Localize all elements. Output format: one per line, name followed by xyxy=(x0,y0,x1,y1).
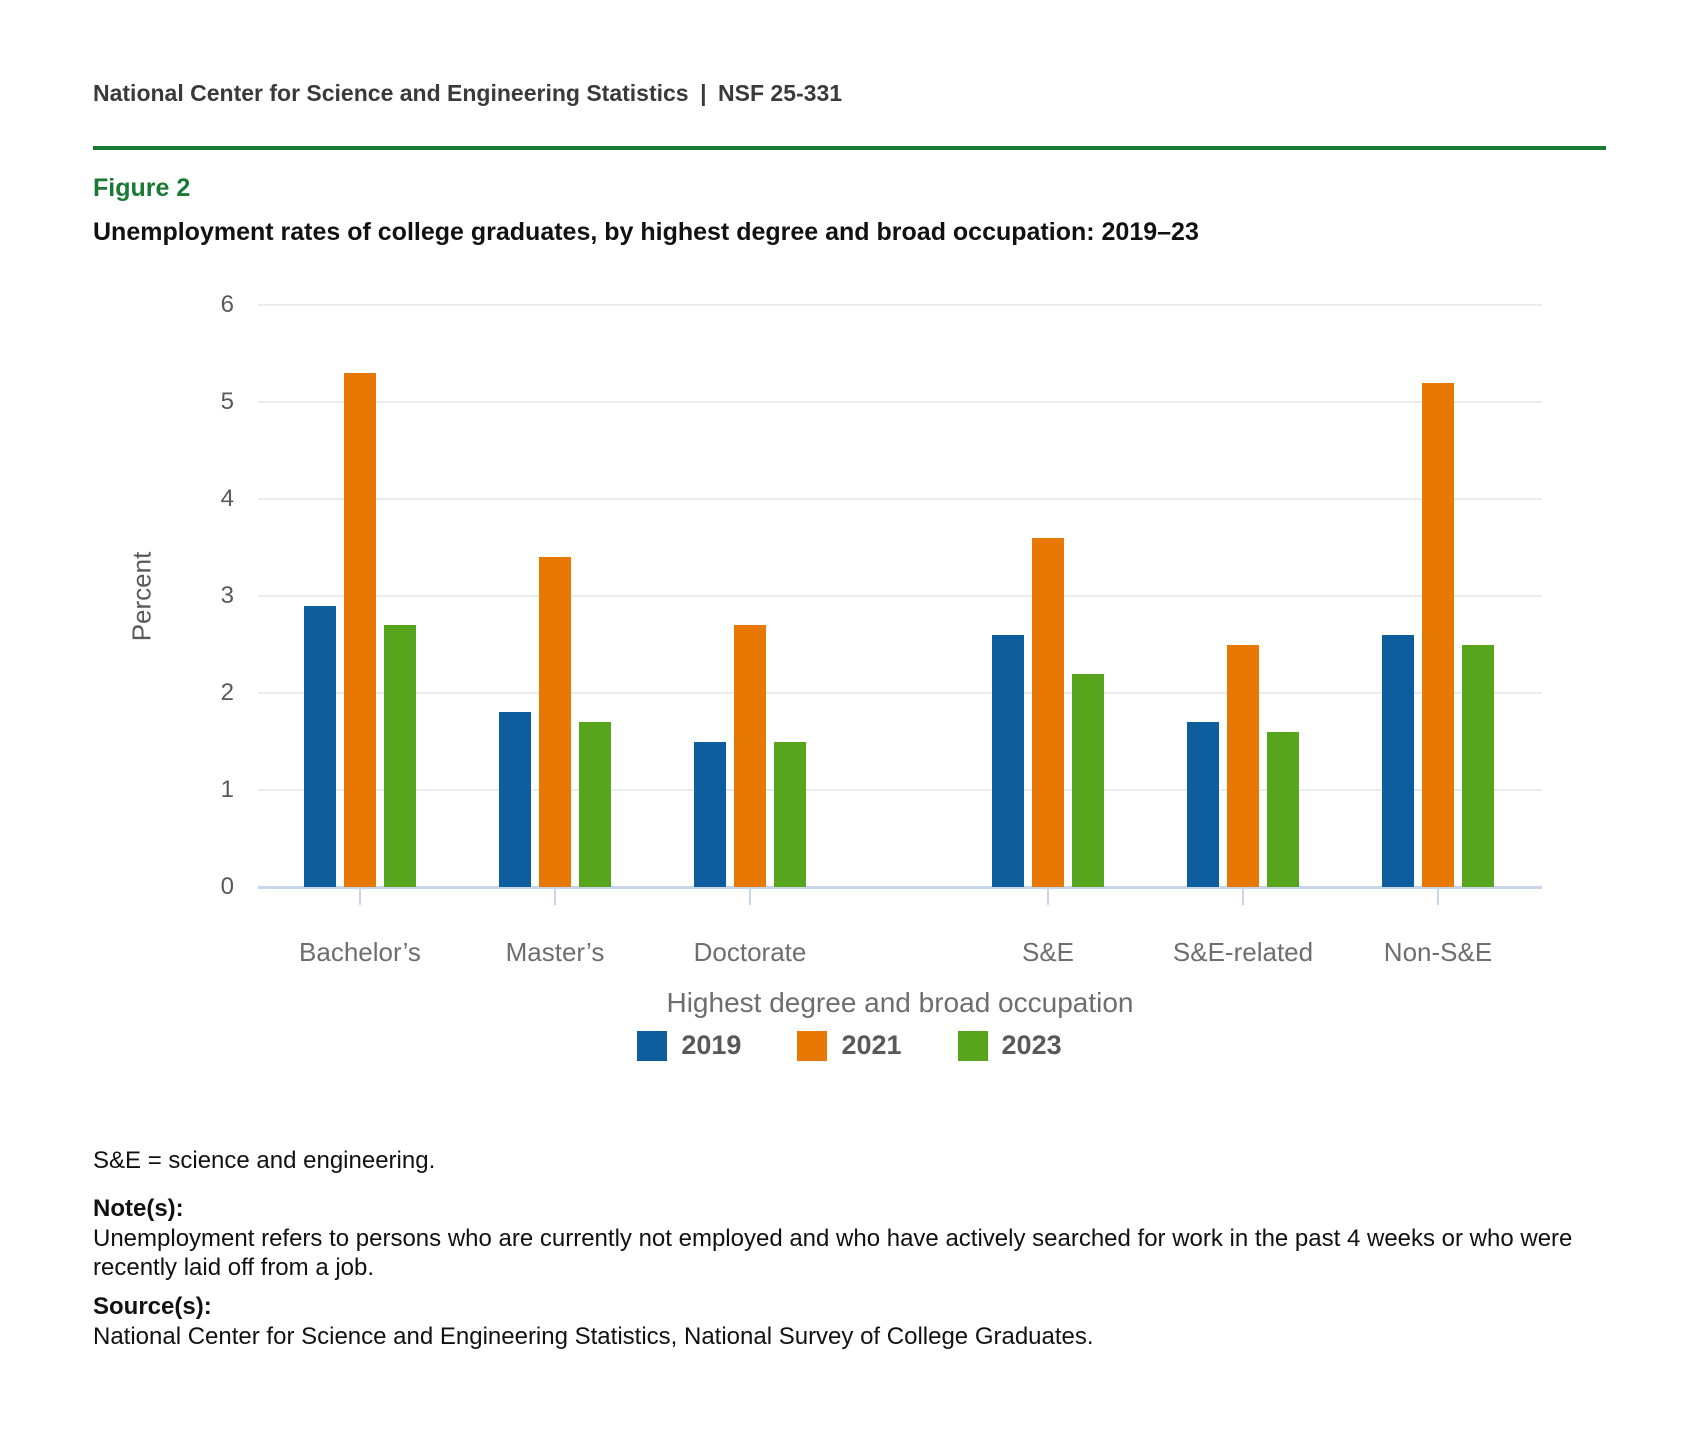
source-label: Source(s): xyxy=(93,1293,212,1320)
bar-2021-s-e-related xyxy=(1227,645,1259,888)
y-tick-label-2: 2 xyxy=(220,679,234,706)
y-tick-label-5: 5 xyxy=(220,388,234,415)
legend-item-2019[interactable] xyxy=(637,1030,741,1061)
bar-2021-s-e xyxy=(1032,538,1064,887)
x-category-label: Master’s xyxy=(505,937,605,967)
notes-label: Note(s): xyxy=(93,1195,184,1222)
y-axis-title: Percent xyxy=(126,551,157,641)
gridline-5 xyxy=(258,401,1542,403)
bar-2021-bachelor-s xyxy=(344,373,376,887)
x-axis-line xyxy=(258,886,1542,889)
legend-label-2021: 2021 xyxy=(841,1030,902,1060)
bar-2021-master-s xyxy=(539,557,571,887)
legend-item-2021[interactable] xyxy=(797,1030,901,1061)
x-tick-mark xyxy=(359,889,361,905)
x-category-label: Non-S&E xyxy=(1383,937,1493,967)
gridline-6 xyxy=(258,304,1542,306)
legend-item-2023[interactable] xyxy=(958,1030,1062,1061)
x-tick-mark xyxy=(554,889,556,905)
legend-label-2023: 2023 xyxy=(1001,1030,1062,1060)
bar-2023-doctorate xyxy=(774,742,806,888)
legend-swatch-2023 xyxy=(958,1031,988,1061)
figure-title: Unemployment rates of college graduates, by highest degree and broad occupation: 2019–23 xyxy=(93,218,1199,246)
bar-2019-master-s xyxy=(499,712,531,887)
x-tick-mark xyxy=(1242,889,1244,905)
bar-2023-non-s-e xyxy=(1462,645,1494,888)
legend-label-2019: 2019 xyxy=(681,1030,742,1060)
bar-2023-master-s xyxy=(579,722,611,887)
figure-number: Figure 2 xyxy=(93,174,191,202)
bar-2019-doctorate xyxy=(694,742,726,888)
y-tick-label-1: 1 xyxy=(220,776,234,803)
y-axis-title-wrap xyxy=(112,305,172,887)
x-axis-title: Highest degree and broad occupation xyxy=(666,987,1134,1018)
y-tick-label-4: 4 xyxy=(220,485,234,512)
bar-2023-bachelor-s xyxy=(384,625,416,887)
bar-2019-bachelor-s xyxy=(304,606,336,887)
legend-swatch-2021 xyxy=(797,1031,827,1061)
x-tick-mark xyxy=(749,889,751,905)
bar-2019-s-e-related xyxy=(1187,722,1219,887)
bar-2021-non-s-e xyxy=(1422,383,1454,887)
report-header: National Center for Science and Engineering Statistics | NSF 25-331 xyxy=(93,80,843,106)
x-tick-mark xyxy=(1437,889,1439,905)
gridline-2 xyxy=(258,692,1542,694)
bar-2023-s-e-related xyxy=(1267,732,1299,887)
notes-text: Unemployment refers to persons who are currently not employed and who have actively searched for work in the past 4 weeks or who were recently laid off from a job. xyxy=(93,1225,1573,1281)
gridline-4 xyxy=(258,498,1542,500)
y-tick-label-6: 6 xyxy=(220,291,234,318)
bar-2019-non-s-e xyxy=(1382,635,1414,887)
bar-2019-s-e xyxy=(992,635,1024,887)
legend xyxy=(0,1030,1699,1061)
gridline-3 xyxy=(258,595,1542,597)
x-tick-mark xyxy=(1047,889,1049,905)
abbreviation-note: S&E = science and engineering. xyxy=(93,1147,436,1174)
bar-2023-s-e xyxy=(1072,674,1104,887)
y-tick-label-0: 0 xyxy=(220,873,234,900)
x-category-label: S&E-related xyxy=(1172,937,1314,967)
legend-swatch-2019 xyxy=(637,1031,667,1061)
x-category-label: Bachelor’s xyxy=(299,937,421,967)
y-tick-label-3: 3 xyxy=(220,582,234,609)
header-divider xyxy=(93,146,1606,150)
x-category-label: Doctorate xyxy=(693,937,807,967)
x-category-label: S&E xyxy=(1021,937,1075,967)
source-text: National Center for Science and Engineering Statistics, National Survey of College Graduates. xyxy=(93,1323,1094,1350)
bar-2021-doctorate xyxy=(734,625,766,887)
gridline-1 xyxy=(258,789,1542,791)
plot-area xyxy=(126,291,1542,1018)
